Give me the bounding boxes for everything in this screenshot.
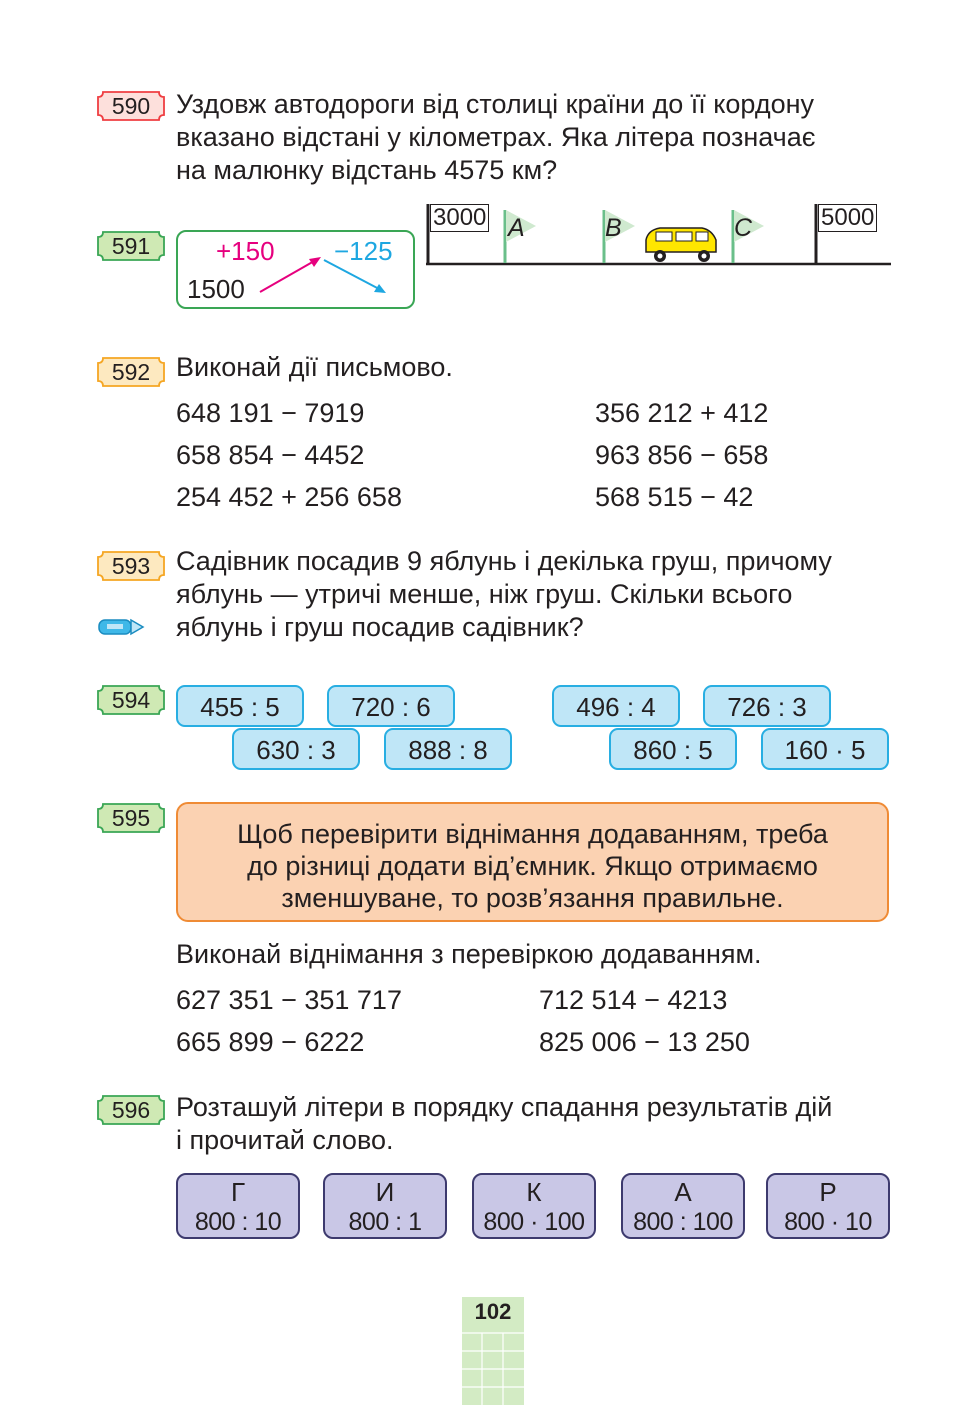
exercise-number-592: 592 <box>97 357 165 387</box>
flag-label-b: B <box>605 214 622 242</box>
chain-box <box>176 230 415 309</box>
expression-chip: 630 : 3 <box>232 728 360 770</box>
text-line: яблунь і груш посадив садівник? <box>176 612 584 642</box>
card-expression: 800 : 10 <box>194 1208 282 1236</box>
card-letter: К <box>526 1177 542 1207</box>
exercise-number-595: 595 <box>97 803 165 833</box>
arrows-icon <box>178 232 413 307</box>
rule-line: Щоб перевірити віднімання додаванням, треба <box>237 819 828 849</box>
card-expression: 800 · 100 <box>483 1208 585 1236</box>
rule-line: до різниці додати від’ємник. Якщо отримаємо <box>247 851 818 881</box>
expression: 658 854 − 4452 <box>176 440 365 470</box>
start-number: 1500 <box>187 274 245 304</box>
flag-label-a: A <box>508 214 525 242</box>
road-end-label: 5000 <box>818 204 877 232</box>
letter-card <box>176 1173 300 1239</box>
text-line: яблунь — утричі менше, ніж груш. Скільки всього <box>176 579 793 609</box>
expression-chip: 160 · 5 <box>761 728 889 770</box>
page-number-block <box>462 1297 524 1405</box>
text-line: Розташуй літери в порядку спадання результатів дій <box>176 1092 833 1122</box>
exercise-595-left-column <box>176 979 402 1063</box>
expression: 627 351 − 351 717 <box>176 985 402 1015</box>
rule-line: зменшуване, то розв’язання правильне. <box>281 883 784 913</box>
expression: 356 212 + 412 <box>595 398 769 428</box>
expression: 568 515 − 42 <box>595 482 754 512</box>
expression-chip: 726 : 3 <box>703 685 831 727</box>
card-expression: 800 · 10 <box>784 1208 872 1236</box>
expression: 254 452 + 256 658 <box>176 482 402 512</box>
exercise-592-instruction: Виконай дії письмово. <box>176 352 453 382</box>
exercise-number-590: 590 <box>97 91 165 121</box>
pencil-icon <box>97 616 145 638</box>
expression-chip: 888 : 8 <box>384 728 512 770</box>
exercise-592-left-column <box>176 392 402 518</box>
text-line: Садівник посадив 9 яблунь і декілька груш, причому <box>176 546 832 576</box>
exercise-595-instruction: Виконай віднімання з перевіркою додаванням. <box>176 939 762 969</box>
expression-chip: 496 : 4 <box>552 685 680 727</box>
expression: 648 191 − 7919 <box>176 398 365 428</box>
card-letter: А <box>674 1177 692 1207</box>
exercise-595-right-column <box>539 979 750 1063</box>
card-letter: И <box>375 1177 395 1207</box>
letter-card <box>766 1173 890 1239</box>
operation-minus: −125 <box>334 236 393 266</box>
letter-card <box>621 1173 745 1239</box>
expression-chip: 860 : 5 <box>609 728 737 770</box>
car-icon <box>646 228 716 262</box>
exercise-number-593: 593 <box>97 551 165 581</box>
exercise-number-591: 591 <box>97 231 165 261</box>
expression: 665 899 − 6222 <box>176 1027 365 1057</box>
exercise-596-text <box>176 1091 890 1157</box>
rule-box <box>176 802 889 922</box>
card-expression: 800 : 1 <box>348 1208 422 1236</box>
letter-card <box>323 1173 447 1239</box>
road-figure <box>424 200 892 270</box>
page-number: 102 <box>474 1299 512 1324</box>
exercise-number-596: 596 <box>97 1095 165 1125</box>
exercise-592-right-column <box>595 392 768 518</box>
exercise-number-594: 594 <box>97 685 165 715</box>
expression-chip: 720 : 6 <box>327 685 455 727</box>
card-letter: Р <box>819 1177 837 1207</box>
expression: 712 514 − 4213 <box>539 985 728 1015</box>
operation-plus: +150 <box>216 236 275 266</box>
exercise-593-text <box>176 545 890 644</box>
card-expression: 800 : 100 <box>633 1208 733 1236</box>
text-line: Уздовж автодороги від столиці країни до її кордону <box>176 89 814 119</box>
expression: 963 856 − 658 <box>595 440 769 470</box>
text-line: вказано відстані у кілометрах. Яка літера позначає <box>176 122 816 152</box>
expression: 825 006 − 13 250 <box>539 1027 750 1057</box>
flag-label-c: C <box>734 214 753 242</box>
letter-card <box>472 1173 596 1239</box>
card-letter: Г <box>230 1177 246 1207</box>
road-start-label: 3000 <box>430 204 489 232</box>
expression-chip: 455 : 5 <box>176 685 304 727</box>
exercise-590-text <box>176 88 890 187</box>
text-line: на малюнку відстань 4575 км? <box>176 155 558 185</box>
text-line: і прочитай слово. <box>176 1125 394 1155</box>
